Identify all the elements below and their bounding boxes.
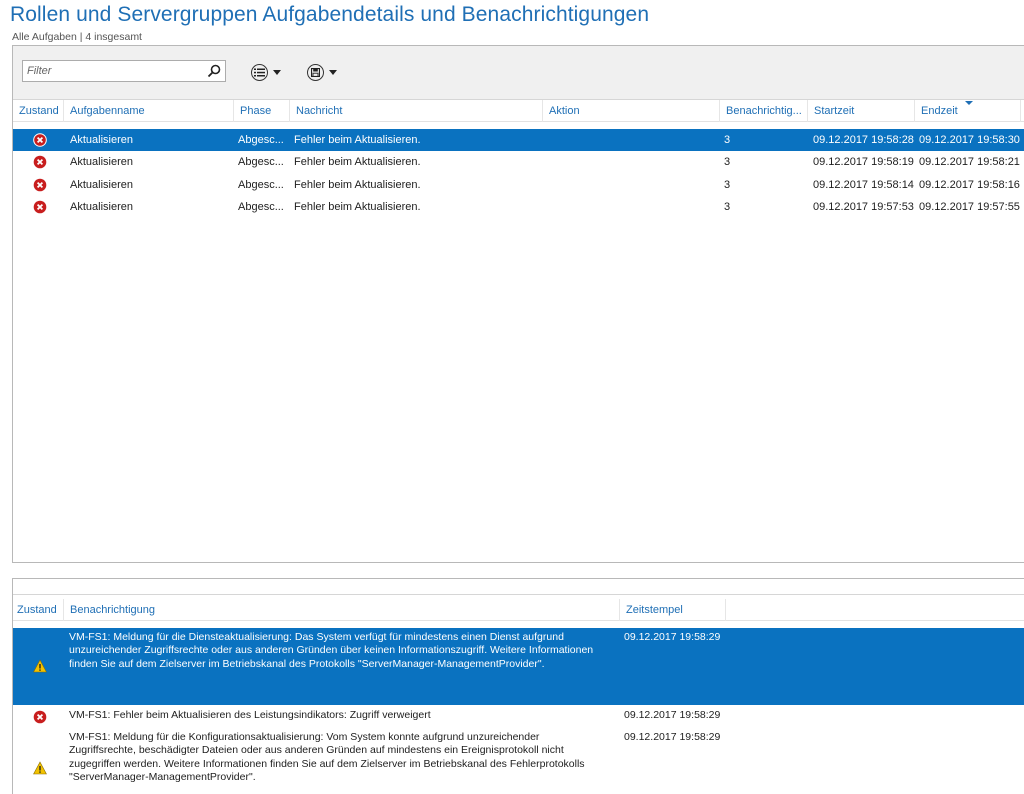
task-message: Fehler beim Aktualisieren.: [294, 179, 421, 191]
task-notifications: 3: [724, 156, 731, 168]
task-start: 09.12.2017 19:58:19: [813, 156, 914, 168]
notification-message: VM-FS1: Meldung für die Konfigurationsaktualisierung: Vom System konnte aufgrund unzureichender Zugriffsrechte, beschädigter Dateien oder aus anderen Gründen auf mindestens ein Ereignisprotokoll nicht zugegriffen werden. Weitere Informationen finden Sie auf dem Zielserver im Betriebskanal des Fehlerprotokolls "ServerManager-ManagementProvider".: [69, 731, 585, 783]
notification-message: VM-FS1: Fehler beim Aktualisieren des Leistungsindikators: Zugriff verweigert: [69, 709, 431, 721]
col-zustand[interactable]: Zustand: [13, 100, 64, 122]
task-phase: Abgesc...: [238, 156, 284, 168]
table-row[interactable]: [13, 196, 1024, 218]
task-name: Aktualisieren: [70, 201, 133, 213]
filter-input[interactable]: [23, 61, 203, 81]
list-item[interactable]: [13, 628, 1024, 705]
warning-icon: [33, 761, 47, 775]
task-name: Aktualisieren: [70, 156, 133, 168]
error-icon: [33, 710, 47, 724]
task-action: [547, 129, 717, 151]
col-benachrichtigung[interactable]: Benachrichtigung: [64, 599, 620, 621]
error-icon: [33, 155, 47, 169]
task-message: Fehler beim Aktualisieren.: [294, 156, 421, 168]
task-name: Aktualisieren: [70, 179, 133, 191]
task-notifications: 3: [724, 134, 731, 146]
task-notifications: 3: [724, 201, 731, 213]
search-icon[interactable]: [206, 63, 222, 79]
task-phase: Abgesc...: [238, 201, 284, 213]
task-end: 09.12.2017 19:57:55: [919, 201, 1020, 213]
col-nachricht[interactable]: Nachricht: [290, 100, 543, 122]
list-options-icon: [251, 64, 268, 81]
task-action: [547, 174, 717, 196]
task-action: [547, 151, 717, 173]
task-action: [547, 196, 717, 218]
task-end: 09.12.2017 19:58:30: [919, 134, 1020, 146]
task-phase: Abgesc...: [238, 134, 284, 146]
list-options-button[interactable]: [251, 63, 281, 81]
chevron-down-icon: [273, 70, 281, 75]
notifications-panel: [12, 578, 1024, 794]
error-icon: [33, 133, 47, 147]
task-message: Fehler beim Aktualisieren.: [294, 201, 421, 213]
col-aktion[interactable]: Aktion: [543, 100, 720, 122]
table-row[interactable]: [13, 151, 1024, 173]
page-title: Rollen und Servergruppen Aufgabendetails und Benachrichtigungen: [10, 3, 650, 26]
task-phase: Abgesc...: [238, 179, 284, 191]
save-options-button[interactable]: [307, 63, 337, 81]
toolbar: [13, 46, 1024, 100]
list-item[interactable]: [13, 728, 1024, 794]
list-item[interactable]: [13, 706, 1024, 728]
col-endzeit[interactable]: Endzeit: [915, 100, 1021, 122]
notification-timestamp: 09.12.2017 19:58:29: [624, 731, 721, 743]
notification-timestamp: 09.12.2017 19:58:29: [624, 709, 721, 721]
task-end: 09.12.2017 19:58:21: [919, 156, 1020, 168]
col-phase[interactable]: Phase: [234, 100, 290, 122]
task-notifications: 3: [724, 179, 731, 191]
task-start: 09.12.2017 19:58:28: [813, 134, 914, 146]
notifications-header: [13, 599, 1024, 621]
error-icon: [33, 178, 47, 192]
notification-message: VM-FS1: Meldung für die Diensteaktualisierung: Das System verfügt für mindestens einen Dienst aufgrund unzureichender Zugriffsrechte oder aus anderen Gründen über keinen Informationszugriff. Weitere Informationen finden Sie auf dem Zielserver im Betriebskanal des Protokolls "ServerManager-ManagementProvider".: [69, 631, 594, 670]
sort-descending-icon: [965, 101, 973, 105]
col-aufgabenname[interactable]: Aufgabenname: [64, 100, 234, 122]
task-message: Fehler beim Aktualisieren.: [294, 134, 421, 146]
task-start: 09.12.2017 19:57:53: [813, 201, 914, 213]
task-start: 09.12.2017 19:58:14: [813, 179, 914, 191]
notification-timestamp: 09.12.2017 19:58:29: [624, 631, 721, 643]
col-benachrichtigungen[interactable]: Benachrichtig...: [720, 100, 808, 122]
col-startzeit[interactable]: Startzeit: [808, 100, 915, 122]
warning-icon: [33, 659, 47, 673]
notifications-toolbar: [13, 579, 1024, 595]
col-zustand[interactable]: Zustand: [13, 599, 64, 621]
tasks-header: [13, 100, 1024, 122]
chevron-down-icon: [329, 70, 337, 75]
task-end: 09.12.2017 19:58:16: [919, 179, 1020, 191]
col-zeitstempel[interactable]: Zeitstempel: [620, 599, 726, 621]
task-name: Aktualisieren: [70, 134, 133, 146]
table-row[interactable]: [13, 129, 1024, 151]
error-icon: [33, 200, 47, 214]
filter-box[interactable]: [22, 60, 226, 82]
task-count-subtitle: Alle Aufgaben | 4 insgesamt: [12, 31, 142, 43]
table-row[interactable]: [13, 174, 1024, 196]
tasks-panel: [12, 45, 1024, 563]
save-icon: [307, 64, 324, 81]
